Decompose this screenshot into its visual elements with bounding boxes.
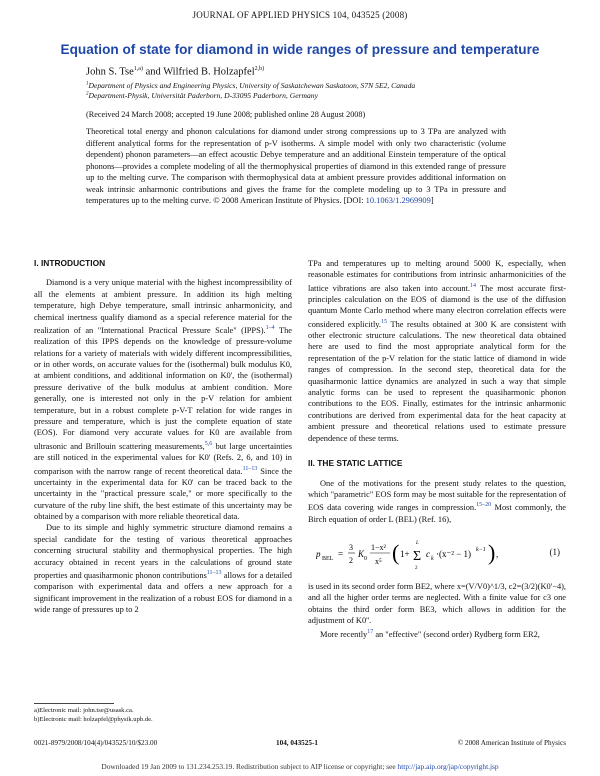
paragraph: Diamond is a very unique material with the highest incompressibility of all the elements at ambient pressure. In addition its high melting temperature, high Debye temperature, small intrinsic anharmonicity, and chemical inertness qualify diamond as a special reference material for the realization of an "International Practical Pressure Scale" (IPPS).$^{1-4}$ The realization of this IPPS depends on the knowledge of pressure-volume relations for a variety of materials with widely different incompressibilities, or in other words, on accurate values for the (isothermal) bulk modulus K0, at ambient conditions, and additional information on K0', the (isothermal) pressure derivative of the bulk modulus at ambient condition. More generally, one is interested not only in the p-V relation for ambient temperature, but in a robust complete p-V-T relation for wide ranges in pressure and temperature, which is just the complete equation of state (EOS). For diamond very accurate values for K0 are available from ultrasonic and Brillouin scattering measurements,$^{5,6}$ but large uncertainties are still noticed in the experimental values for K0' (Refs. 2, 6, and 10) in comparison with the narrow range of recent theoretical data.$^{11-13}$ Since the uncertainty in the experimental data for K0' can be traced back to the uncertainty in the "practical pressure scale," or more specifically to the curvature of the ruby line shift, the best estimate of this uncertainty may be obtained by a comparison with more reliable theoretical data. xyxy=(34,278,293,521)
footnotes xyxy=(34,706,153,724)
affiliation-2: $^2$Department-Physik, Universität Paderborn, D-33095 Paderborn, Germany xyxy=(86,91,318,100)
authors xyxy=(86,66,264,78)
citation-link[interactable]: 17 xyxy=(367,628,374,635)
citation-link[interactable]: 5,6 xyxy=(204,440,213,447)
svg-text:·(x⁻² − 1): ·(x⁻² − 1) xyxy=(436,548,472,559)
svg-text:2: 2 xyxy=(349,555,353,565)
paragraph: TPa and temperatures up to melting around 5000 K, especially, when reasonable estimates for contributions from intrinsic anharmonicities of the lattice vibrations are also taken into account.$^{14}$ The most accurate first-principles calculation on the EOS of diamond is the use of the diffusion quantum Monte Carlo method where many electron correlation effects were considered explicitly.$^{15}$ The results obtained at 300 K are consistent with other electronic structure calculations. The new theoretical data obtained here are used to find the most appropriate analytical form for the representation of the p-V relation for the static lattice of diamond in wide ranges of compression. In the second step, theoretical data for the quasiharmonic lattice dynamics are analyzed in such a way that simple analytic forms can be used to represent the quasiharmonic phonon contributions to the EOS. Finally, estimates for the intrinsic anharmonic contributions are derived from experimental data for the heat capacity at ambient pressure and theoretical relations used to estimate pressure dependence of these terms. xyxy=(308,259,566,443)
citation-link[interactable]: 14 xyxy=(469,282,476,289)
svg-text:K: K xyxy=(358,548,365,559)
citation-link[interactable]: 15–20 xyxy=(476,502,492,509)
citation-link[interactable]: 11–13 xyxy=(206,569,222,576)
affiliation-1: $^1$Department of Physics and Engineering Physics, University of Saskatchewan Saskatoon, S7N 5E2, Canada xyxy=(86,81,416,90)
author-tse-affil: 1,a) xyxy=(133,66,143,72)
svg-text:L: L xyxy=(416,540,419,546)
paragraph: is used in its second order form BE2, where x=(V/V0)^1/3, c2=(3/2)(K0'−4), and all the higher order terms are neglected. With a finite value for c3 one obtains the third order form BE3, which allows in addition for the adjustment of K0''. xyxy=(308,581,567,626)
svg-text:): ) xyxy=(488,539,496,565)
svg-text:c: c xyxy=(426,548,430,559)
svg-text:1+: 1+ xyxy=(400,548,410,559)
section-heading-static-lattice: II. THE STATIC LATTICE xyxy=(308,458,403,469)
svg-text:0: 0 xyxy=(364,555,367,562)
paragraph: More recently$^{17}$ an "effective" (second order) Rydberg form ER2, xyxy=(320,628,540,639)
svg-text:1−x²: 1−x² xyxy=(371,542,386,552)
svg-text:x⁵: x⁵ xyxy=(375,556,382,566)
paper-title: Equation of state for diamond in wide ranges of pressure and temperature xyxy=(60,42,540,57)
paragraph: One of the motivations for the present study relates to the question, which "parametric" EOS form may be most suitable for the representation of EOS data covering wide ranges in compression.$^{15-20}$ Most commonly, the Birch equation of order L (BEL) (Ref. 16), xyxy=(308,478,567,524)
svg-text:p: p xyxy=(316,548,321,559)
svg-text:=: = xyxy=(338,548,344,559)
equation-1 xyxy=(308,533,566,573)
citation-link[interactable]: 15 xyxy=(381,318,388,325)
svg-text:,: , xyxy=(496,548,499,559)
svg-text:3: 3 xyxy=(349,542,353,552)
download-notice: Downloaded 19 Jan 2009 to 131.234.253.19. Redistribution subject to AIP license or copyright; see http://jap.aip.org/jap/copyright.jsp xyxy=(101,762,499,771)
received-dates: (Received 24 March 2008; accepted 19 June 2008; published online 28 August 2008) xyxy=(86,110,366,119)
svg-text:k: k xyxy=(431,555,434,562)
abstract: Theoretical total energy and phonon calculations for diamond under strong compressions up to 3 TPa are analyzed with different analytical forms for the representation of p-V isotherms. A simple model with only two characteristic (volume dependent) phonon parameters—an effect acoustic Debye temperature and an additional Einstein temperature of the optical phonons—provides a complete modeling of all the thermophysical properties of diamond in this extended range of pressure up to the melting curve. The comparison with thermophysical data at ambient pressure provides additional information on weak intrinsic anharmonic contributions and gives the frame for the complete modeling up to 3 TPa in pressure and temperatures up to the melting curve. © 2008 American Institute of Physics. [DOI: 10.1063/1.2969909] xyxy=(86,127,506,205)
footnote-divider xyxy=(34,703,114,704)
author-and-holzapfel: and Wilfried B. Holzapfel xyxy=(142,66,255,78)
author-tse: John S. Tse xyxy=(86,66,134,78)
svg-text:BEL: BEL xyxy=(322,555,334,562)
svg-text:Σ: Σ xyxy=(413,548,422,564)
running-head: JOURNAL OF APPLIED PHYSICS 104, 043525 (2008) xyxy=(192,10,408,20)
author-holzapfel-affil: 2,b) xyxy=(254,66,265,72)
footer-copyright: © 2008 American Institute of Physics xyxy=(457,739,566,747)
left-column xyxy=(34,258,292,615)
footnote-a: a)Electronic mail: john.tse@usask.ca. xyxy=(34,707,134,714)
footer-page-number: 104, 043525-1 xyxy=(276,739,318,747)
copyright-link[interactable]: http://jap.aip.org/jap/copyright.jsp xyxy=(397,762,499,771)
footnote-b: b)Electronic mail: holzapfel@physik.upb.de. xyxy=(34,716,153,723)
doi-link[interactable]: 10.1063/1.2969909 xyxy=(365,196,431,205)
section-heading-introduction: I. INTRODUCTION xyxy=(34,258,106,268)
paragraph: Due to its simple and highly symmetric structure diamond remains a special candidate for the testing of various theoretical approaches concerning structural stability and thermophysical properties. The high accuracy obtained in recent years in the calculations of ground state properties and quasiharmonic phonon contributions$^{11-13}$ allows for a detailed comparison with experimental data and offers a new approach for a significant improvement in the realization of a robust EOS for diamond in a wide range of pressures up to 2 xyxy=(34,523,292,614)
right-column xyxy=(308,258,566,640)
svg-text:k−1: k−1 xyxy=(476,546,486,553)
equation-graphic xyxy=(316,533,546,573)
footer-issn: 0021-8979/2008/104(4)/043525/10/$23.00 xyxy=(34,739,158,747)
abstract-text: Theoretical total energy and phonon calculations for diamond under strong compressions up to 3 TPa are analyzed with different analytical forms for the representation of p-V isotherms. A simple model with only two characteristic (volume dependent) phonon parameters—an effect acoustic Debye temperature and an additional Einstein temperature of the optical phonons—provides a complete modeling of all the thermophysical properties of diamond in this extended range of pressure up to the melting curve. The comparison with thermophysical data at ambient pressure provides additional information on weak intrinsic anharmonic contributions and gives the frame for the complete modeling up to 3 TPa in pressure and temperatures up to the melting curve. © 2008 American Institute of Physics. xyxy=(86,127,506,205)
svg-text:2: 2 xyxy=(415,565,418,571)
svg-text:(: ( xyxy=(392,539,400,565)
citation-link[interactable]: 11–13 xyxy=(242,465,258,472)
citation-link[interactable]: 1–4 xyxy=(265,325,275,332)
equation-number: (1) xyxy=(549,546,560,557)
